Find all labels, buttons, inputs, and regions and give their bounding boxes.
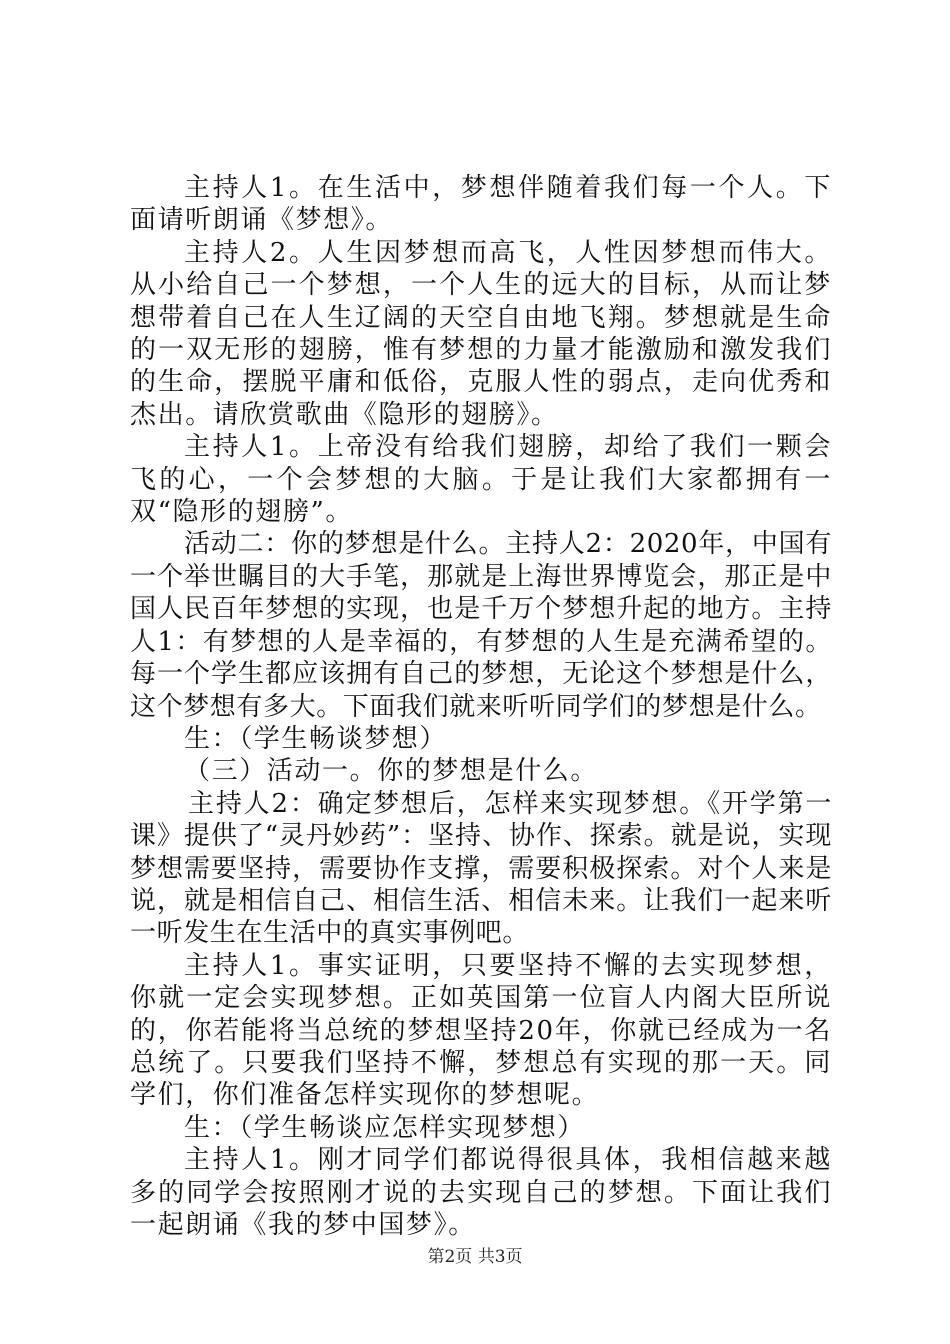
paragraph-host1-intro: 主持人1。在生活中，梦想伴随着我们每一个人。下面请听朗诵《梦想》。 xyxy=(130,173,832,236)
paragraph-host1-persistence: 主持人1。事实证明，只要坚持不懈的去实现梦想，你就一定会实现梦想。正如英国第一位盲人内阁大臣所说的，你若能将当总统的梦想坚持20年，你就已经成为一名总统了。只要我们坚持不懈，梦想总有实现的那一天。同学们，你们准备怎样实现你的梦想呢。 xyxy=(130,950,832,1111)
paragraph-host1-invisible-wings: 主持人1。上帝没有给我们翅膀，却给了我们一颗会飞的心，一个会梦想的大脑。于是让我们大家都拥有一双“隐形的翅膀”。 xyxy=(130,432,832,528)
page-number-footer: 第2页 共3页 xyxy=(427,1247,523,1267)
paragraph-host2-realize-dream: 主持人2：确定梦想后，怎样来实现梦想。《开学第一课》提供了“灵丹妙药”：坚持、协作、探索。就是说，实现梦想需要坚持，需要协作支撑，需要积极探索。对个人来是说，就是相信自己、相信生活、相信未来。让我们一起来听一听发生在生活中的真实事例吧。 xyxy=(130,788,832,949)
document-body xyxy=(130,172,832,1241)
paragraph-activity-two: 活动二：你的梦想是什么。主持人2：2020年，中国有一个举世瞩目的大手笔，那就是上海世界博览会，那正是中国人民百年梦想的实现，也是千万个梦想升起的地方。主持人1：有梦想的人是幸福的，有梦想的人生是充满希望的。每一个学生都应该拥有自己的梦想，无论这个梦想是什么，这个梦想有多大。下面我们就来听听同学们的梦想是什么。 xyxy=(130,529,832,722)
paragraph-activity-one: （三）活动一。你的梦想是什么。 xyxy=(184,756,599,787)
paragraph-host1-recitation: 主持人1。刚才同学们都说得很具体，我相信越来越多的同学会按照刚才说的去实现自己的梦想。下面让我们一起朗诵《我的梦中国梦》。 xyxy=(130,1145,832,1240)
paragraph-student-talk: 生：（学生畅谈梦想） xyxy=(184,723,448,754)
paragraph-host2-dream-wings: 主持人2。人生因梦想而高飞，人性因梦想而伟大。从小给自己一个梦想，一个人生的远大的目标，从而让梦想带着自己在人生辽阔的天空自由地飞翔。梦想就是生命的一双无形的翅膀，惟有梦想的力量才能激励和激发我们的生命，摆脱平庸和低俗，克服人性的弱点，走向优秀和杰出。请欣赏歌曲《隐形的翅膀》。 xyxy=(130,237,832,430)
paragraph-student-how-to-realize: 生：（学生畅谈应怎样实现梦想） xyxy=(184,1112,586,1143)
